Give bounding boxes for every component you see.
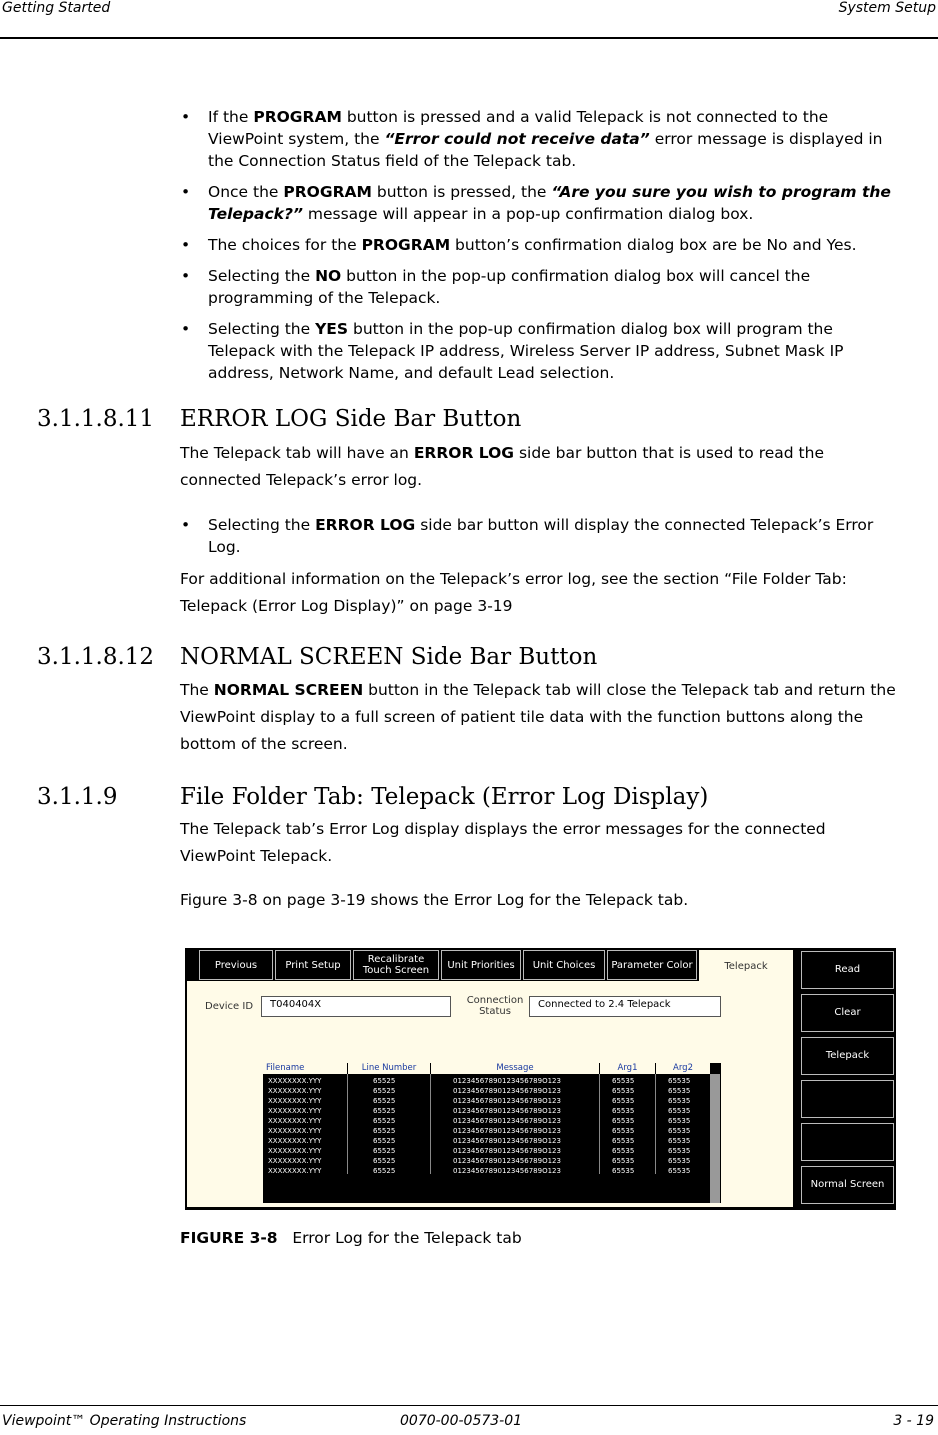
figure-caption	[180, 1229, 522, 1247]
column-header-arg1: Arg1	[600, 1063, 655, 1074]
table-cell: 65535	[612, 1077, 635, 1085]
table-cell: 01234567890123456789O123	[453, 1157, 561, 1165]
table-cell: 65535	[612, 1107, 635, 1115]
bullet-item: • The choices for the PROGRAM button’s confirmation dialog box are be No and Yes.	[178, 234, 898, 256]
table-cell: XXXXXXXX.YYY	[268, 1137, 322, 1145]
table-cell: 65535	[668, 1157, 691, 1165]
section-paragraph: The Telepack tab will have an ERROR LOG side bar button that is used to read the connected Telepack’s error log.	[180, 444, 824, 489]
table-cell: 65525	[373, 1097, 396, 1105]
table-cell: XXXXXXXX.YYY	[268, 1127, 322, 1135]
table-cell: 65525	[373, 1137, 396, 1145]
header-left: Getting Started	[2, 0, 111, 16]
footer-rule	[0, 1405, 938, 1406]
side-button-telepack[interactable]: Telepack	[801, 1037, 894, 1075]
footer-title: Viewpoint™ Operating Instructions	[2, 1413, 247, 1429]
table-cell: 65535	[612, 1147, 635, 1155]
table-cell: 65535	[668, 1097, 691, 1105]
tab-telepack[interactable]: Telepack	[699, 950, 793, 983]
table-cell: 65535	[612, 1097, 635, 1105]
side-button-blank-1[interactable]	[801, 1080, 894, 1118]
table-cell: 65535	[612, 1117, 635, 1125]
table-cell: 65535	[668, 1077, 691, 1085]
footer-doc-number: 0070-00-0573-01	[400, 1413, 523, 1429]
section-number: 3.1.1.8.11	[37, 406, 155, 432]
header-rule	[0, 37, 938, 39]
error-log-table[interactable]	[263, 1063, 721, 1203]
table-cell: XXXXXXXX.YYY	[268, 1077, 322, 1085]
table-cell: 01234567890123456789O123	[453, 1117, 561, 1125]
column-divider	[655, 1074, 656, 1174]
column-divider	[430, 1074, 431, 1174]
table-cell: 65535	[668, 1107, 691, 1115]
table-cell: 65535	[668, 1147, 691, 1155]
column-header-filename: Filename	[263, 1063, 347, 1074]
section-number: 3.1.1.9	[37, 784, 118, 810]
bullet-list-errorlog	[178, 514, 898, 567]
table-cell: 65525	[373, 1087, 396, 1095]
side-button-normal-screen[interactable]: Normal Screen	[801, 1166, 894, 1204]
tab-bar	[199, 950, 793, 981]
table-cell: 65525	[373, 1117, 396, 1125]
table-cell: 65535	[668, 1137, 691, 1145]
table-cell: 01234567890123456789O123	[453, 1107, 561, 1115]
figure-caption-text: Error Log for the Telepack tab	[292, 1229, 522, 1247]
column-divider	[347, 1074, 348, 1174]
table-cell: 65535	[668, 1167, 691, 1175]
table-cell: 01234567890123456789O123	[453, 1167, 561, 1175]
table-cell: XXXXXXXX.YYY	[268, 1087, 322, 1095]
connection-status-field: Connected to 2.4 Telepack	[529, 996, 721, 1017]
telepack-panel	[187, 981, 793, 1207]
tab-print-setup[interactable]: Print Setup	[275, 950, 351, 980]
table-scrollbar[interactable]	[710, 1074, 720, 1203]
table-cell: 65525	[373, 1077, 396, 1085]
telepack-error-log-screenshot	[185, 948, 896, 1210]
device-id-label: Device ID	[205, 1001, 254, 1012]
footer-page-number: 3 - 19	[893, 1413, 934, 1429]
table-cell: 01234567890123456789O123	[453, 1147, 561, 1155]
table-cell: 65525	[373, 1167, 396, 1175]
tab-previous[interactable]: Previous	[199, 950, 273, 980]
side-button-clear[interactable]: Clear	[801, 994, 894, 1032]
table-cell: 01234567890123456789O123	[453, 1127, 561, 1135]
column-header-arg2: Arg2	[656, 1063, 710, 1074]
section-paragraph: The Telepack tab’s Error Log display displays the error messages for the connected ViewPoint Telepack.	[180, 820, 826, 865]
section-title: File Folder Tab: Telepack (Error Log Display)	[180, 784, 709, 810]
column-divider	[599, 1074, 600, 1174]
tab-parameter-color[interactable]: Parameter Color	[607, 950, 697, 980]
section-number: 3.1.1.8.12	[37, 644, 155, 670]
bullet-item: • Selecting the ERROR LOG side bar button will display the connected Telepack’s Error Log.	[178, 514, 898, 558]
table-cell: 65535	[668, 1087, 691, 1095]
connection-status-label: Connection Status	[466, 995, 524, 1017]
section-paragraph-figure-ref: Figure 3-8 on page 3-19 shows the Error Log for the Telepack tab.	[180, 891, 689, 909]
table-cell: 01234567890123456789O123	[453, 1097, 561, 1105]
table-cell: 01234567890123456789O123	[453, 1137, 561, 1145]
table-cell: 65525	[373, 1157, 396, 1165]
side-button-blank-2[interactable]	[801, 1123, 894, 1161]
section-title: ERROR LOG Side Bar Button	[180, 406, 522, 432]
table-cell: XXXXXXXX.YYY	[268, 1157, 322, 1165]
table-cell: 65535	[668, 1117, 691, 1125]
table-cell: 65525	[373, 1147, 396, 1155]
table-cell: XXXXXXXX.YYY	[268, 1117, 322, 1125]
table-cell: 65535	[668, 1127, 691, 1135]
bullet-list-program	[178, 106, 898, 393]
section-paragraph-reference: For additional information on the Telepack’s error log, see the section “File Folder Tab: Telepack (Error Log Display)” on page 3-19	[180, 570, 847, 615]
table-cell: XXXXXXXX.YYY	[268, 1167, 322, 1175]
table-cell: 65535	[612, 1157, 635, 1165]
header-right: System Setup	[838, 0, 936, 16]
table-cell: 65535	[612, 1127, 635, 1135]
tab-unit-priorities[interactable]: Unit Priorities	[441, 950, 521, 980]
table-cell: XXXXXXXX.YYY	[268, 1107, 322, 1115]
side-button-read[interactable]: Read	[801, 951, 894, 989]
figure-label: FIGURE 3-8	[180, 1229, 278, 1247]
table-cell: 65535	[612, 1167, 635, 1175]
table-cell: 65525	[373, 1127, 396, 1135]
tab-unit-choices[interactable]: Unit Choices	[523, 950, 605, 980]
table-cell: 01234567890123456789O123	[453, 1087, 561, 1095]
table-cell: 65535	[612, 1137, 635, 1145]
section-title: NORMAL SCREEN Side Bar Button	[180, 644, 598, 670]
bullet-item: • If the PROGRAM button is pressed and a valid Telepack is not connected to the ViewPoint system, the “Error could not receive data” error message is displayed in the Connection Status field of the Telepack tab.	[178, 106, 898, 172]
table-cell: XXXXXXXX.YYY	[268, 1097, 322, 1105]
table-cell: 65525	[373, 1107, 396, 1115]
tab-recalibrate-touch-screen[interactable]: Recalibrate Touch Screen	[353, 950, 439, 980]
bullet-item: • Selecting the YES button in the pop-up confirmation dialog box will program the Telepack with the Telepack IP address, Wireless Server IP address, Subnet Mask IP address, Network Name, and default Lead selection.	[178, 318, 898, 384]
bullet-item: • Selecting the NO button in the pop-up confirmation dialog box will cancel the programming of the Telepack.	[178, 265, 898, 309]
section-paragraph: The NORMAL SCREEN button in the Telepack tab will close the Telepack tab and return the ViewPoint display to a full screen of patient tile data with the function buttons along the bottom of the screen.	[180, 681, 896, 753]
table-cell: 65535	[612, 1087, 635, 1095]
device-id-field[interactable]: T040404X	[261, 996, 451, 1017]
table-cell: 01234567890123456789O123	[453, 1077, 561, 1085]
column-header-message: Message	[431, 1063, 599, 1074]
bullet-item: • Once the PROGRAM button is pressed, the “Are you sure you wish to program the Telepack?” message will appear in a pop-up confirmation dialog box.	[178, 181, 898, 225]
table-cell: XXXXXXXX.YYY	[268, 1147, 322, 1155]
column-header-line-number: Line Number	[348, 1063, 430, 1074]
